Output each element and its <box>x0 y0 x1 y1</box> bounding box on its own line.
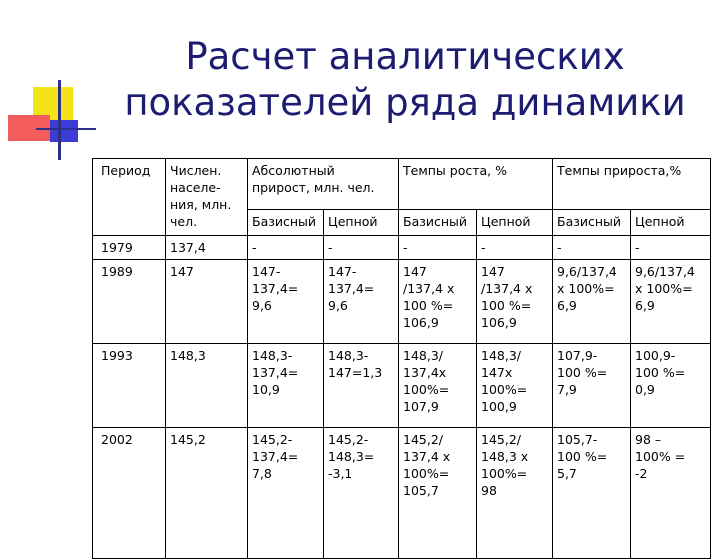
table-row <box>93 260 711 344</box>
cell-line: 145,2- <box>328 432 369 447</box>
cell-line: 5,7 <box>557 466 577 481</box>
cell-line: 148,3- <box>252 348 293 363</box>
cell-line: 137,4= <box>328 281 375 296</box>
header-abs-chain: Цепной <box>324 210 399 236</box>
cell-line: 98 – <box>635 432 662 447</box>
cell-period: 1993 <box>93 344 166 428</box>
cell-increase-basic <box>553 260 631 344</box>
cell-line: 100,9 <box>481 399 517 414</box>
cell-period: 2002 <box>93 428 166 559</box>
table-row <box>93 428 711 559</box>
cell-increase-chain <box>631 260 711 344</box>
cell-line: 10,9 <box>252 382 280 397</box>
cell-line: - <box>557 240 562 255</box>
cell-line: 100 %= <box>557 449 608 464</box>
dynamics-table <box>92 158 711 559</box>
cell-line: 107,9 <box>403 399 439 414</box>
cell-line: 148,3- <box>328 348 369 363</box>
cell-line: 137,4= <box>252 449 299 464</box>
cell-line: 137,4 х <box>403 449 451 464</box>
cell-abs-basic <box>248 428 324 559</box>
cell-abs-chain <box>324 428 399 559</box>
cell-line: 145,2/ <box>403 432 443 447</box>
header-population: Числен. населе- ния, млн. чел. <box>166 159 248 236</box>
cell-growth-basic <box>399 344 477 428</box>
cell-growth-chain <box>477 260 553 344</box>
title-line-1: Расчет аналитических <box>185 35 625 78</box>
cell-line: /137,4 х <box>481 281 533 296</box>
cell-line: 100% = <box>635 449 686 464</box>
header-increase-basic: Базисный <box>553 210 631 236</box>
cell-line: 6,9 <box>557 298 577 313</box>
cell-line: 106,9 <box>403 315 439 330</box>
cell-line: 9,6/137,4 <box>635 264 695 279</box>
cell-growth-chain <box>477 428 553 559</box>
cell-line: 145,2- <box>252 432 293 447</box>
cell-line: 148,3= <box>328 449 375 464</box>
header-increase-chain: Цепной <box>631 210 711 236</box>
header-abs-basic: Базисный <box>248 210 324 236</box>
cell-line: 9,6 <box>328 298 348 313</box>
cell-line: 147х <box>481 365 513 380</box>
cell-line: 105,7 <box>403 483 439 498</box>
cell-line: х 100%= <box>635 281 693 296</box>
cell-growth-chain <box>477 236 553 260</box>
cell-abs-basic <box>248 236 324 260</box>
decor-horizontal-line <box>36 128 96 130</box>
cell-line: 147 <box>403 264 427 279</box>
cell-line: 7,9 <box>557 382 577 397</box>
cell-line: 147- <box>252 264 281 279</box>
title-line-2: показателей ряда динамики <box>124 81 686 124</box>
decor-vertical-line <box>58 80 61 160</box>
cell-growth-basic <box>399 260 477 344</box>
cell-population: 145,2 <box>166 428 248 559</box>
cell-line: - <box>252 240 257 255</box>
cell-increase-chain <box>631 344 711 428</box>
cell-line: х 100%= <box>557 281 615 296</box>
header-growth-rate: Темпы роста, % <box>399 159 553 210</box>
cell-line: 100 %= <box>403 298 454 313</box>
cell-line: - <box>403 240 408 255</box>
cell-line: 106,9 <box>481 315 517 330</box>
cell-line: -2 <box>635 466 648 481</box>
cell-line: 100,9- <box>635 348 676 363</box>
cell-line: 100%= <box>403 466 450 481</box>
cell-increase-basic <box>553 344 631 428</box>
cell-line: 107,9- <box>557 348 598 363</box>
cell-abs-chain <box>324 260 399 344</box>
cell-increase-basic <box>553 428 631 559</box>
cell-line: 148,3 х <box>481 449 529 464</box>
cell-population: 148,3 <box>166 344 248 428</box>
cell-line: 137,4х <box>403 365 447 380</box>
cell-line: - <box>328 240 333 255</box>
cell-line: 9,6 <box>252 298 272 313</box>
cell-growth-basic <box>399 428 477 559</box>
cell-line: 6,9 <box>635 298 655 313</box>
cell-line: 105,7- <box>557 432 598 447</box>
cell-line: 148,3/ <box>403 348 443 363</box>
table-row <box>93 236 711 260</box>
cell-increase-chain <box>631 428 711 559</box>
cell-abs-chain <box>324 236 399 260</box>
header-growth-basic: Базисный <box>399 210 477 236</box>
cell-line: 9,6/137,4 <box>557 264 617 279</box>
cell-line: 147 <box>481 264 505 279</box>
cell-line: 137,4= <box>252 281 299 296</box>
header-row-1 <box>93 159 711 210</box>
cell-line: 100 %= <box>481 298 532 313</box>
header-absolute-growth: Абсолютный прирост, млн. чел. <box>248 159 399 210</box>
cell-line: 7,8 <box>252 466 272 481</box>
cell-line: 100%= <box>481 466 528 481</box>
cell-line: 148,3/ <box>481 348 521 363</box>
cell-line: 100%= <box>481 382 528 397</box>
header-increase-rate: Темпы прироста,% <box>553 159 711 210</box>
cell-line: 98 <box>481 483 497 498</box>
cell-line: /137,4 х <box>403 281 455 296</box>
cell-growth-basic <box>399 236 477 260</box>
cell-line: 100 %= <box>635 365 686 380</box>
cell-line: - <box>635 240 640 255</box>
header-period: Период <box>93 159 166 236</box>
cell-population: 147 <box>166 260 248 344</box>
cell-population: 137,4 <box>166 236 248 260</box>
cell-line: 137,4= <box>252 365 299 380</box>
cell-line: 147- <box>328 264 357 279</box>
cell-growth-chain <box>477 344 553 428</box>
cell-abs-chain <box>324 344 399 428</box>
cell-abs-basic <box>248 260 324 344</box>
cell-period: 1979 <box>93 236 166 260</box>
cell-increase-basic <box>553 236 631 260</box>
cell-increase-chain <box>631 236 711 260</box>
cell-line: 147=1,3 <box>328 365 383 380</box>
cell-line: 100 %= <box>557 365 608 380</box>
page-title <box>110 34 700 126</box>
cell-line: - <box>481 240 486 255</box>
cell-abs-basic <box>248 344 324 428</box>
header-growth-chain: Цепной <box>477 210 553 236</box>
decor-blue-square <box>50 120 78 142</box>
cell-line: 100%= <box>403 382 450 397</box>
cell-line: 145,2/ <box>481 432 521 447</box>
cell-line: 0,9 <box>635 382 655 397</box>
table-row <box>93 344 711 428</box>
cell-period: 1989 <box>93 260 166 344</box>
cell-line: -3,1 <box>328 466 353 481</box>
